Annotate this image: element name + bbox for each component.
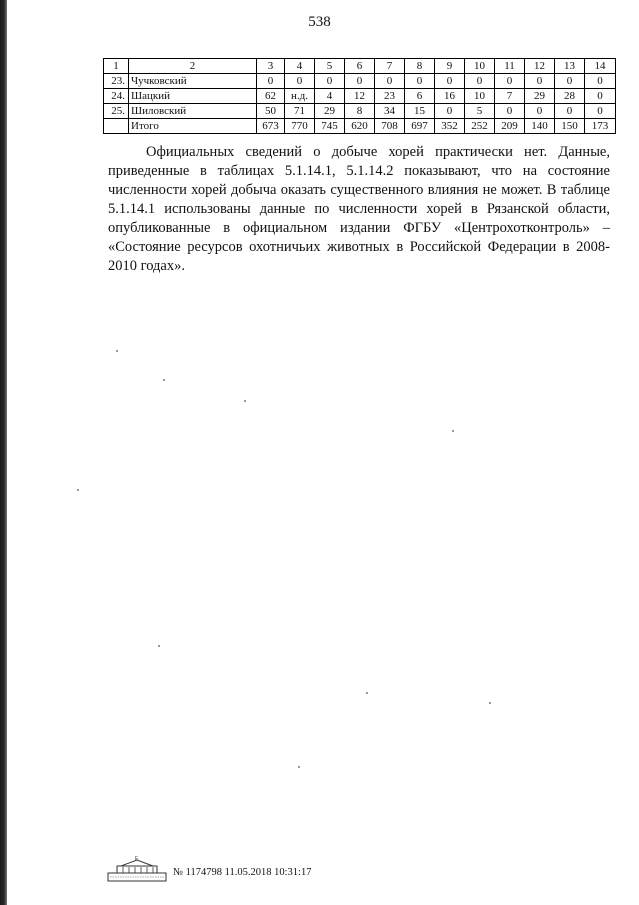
district-name-cell: 2 — [129, 59, 257, 74]
value-cell: 0 — [435, 104, 465, 119]
value-cell: 3 — [257, 59, 285, 74]
value-cell: 0 — [525, 74, 555, 89]
district-name-cell: Итого — [129, 119, 257, 134]
value-cell: 0 — [405, 74, 435, 89]
svg-text:E: E — [135, 856, 139, 862]
value-cell: 352 — [435, 119, 465, 134]
value-cell: 7 — [495, 89, 525, 104]
table-body — [104, 59, 616, 134]
value-cell: 6 — [345, 59, 375, 74]
scan-speck — [298, 766, 300, 768]
value-cell: 0 — [555, 104, 585, 119]
value-cell: 71 — [285, 104, 315, 119]
value-cell: 0 — [585, 74, 616, 89]
table-row — [104, 119, 616, 134]
body-paragraph: Официальных сведений о добыче хорей практически нет. Данные, приведенные в таблицах 5.1.14.1, 5.1.14.2 показывают, что на состояние численности хорей добыча оказать существенного влияния не может. В таблице 5.1.14.1 использованы данные по численности хорей в Рязанской области, опубликованные в официальном издании ФГБУ «Центрохотконтроль» – «Состояние ресурсов охотничьих животных в Российской Федерации в 2008-2010 годах». — [108, 144, 610, 274]
data-table — [103, 58, 616, 134]
value-cell: 150 — [555, 119, 585, 134]
value-cell: 11 — [495, 59, 525, 74]
scan-speck — [244, 400, 246, 402]
scan-speck — [77, 489, 79, 491]
value-cell: 50 — [257, 104, 285, 119]
value-cell: 6 — [405, 89, 435, 104]
value-cell: 23 — [375, 89, 405, 104]
scan-speck — [452, 430, 454, 432]
value-cell: 0 — [465, 74, 495, 89]
district-name-cell: Чучковский — [129, 74, 257, 89]
row-number-cell — [104, 119, 129, 134]
value-cell: 16 — [435, 89, 465, 104]
value-cell: 13 — [555, 59, 585, 74]
district-name-cell: Шацкий — [129, 89, 257, 104]
value-cell: 745 — [315, 119, 345, 134]
value-cell: 5 — [465, 104, 495, 119]
value-cell: 10 — [465, 59, 495, 74]
value-cell: 0 — [435, 74, 465, 89]
value-cell: 12 — [345, 89, 375, 104]
value-cell: 8 — [405, 59, 435, 74]
value-cell: 0 — [585, 104, 616, 119]
table-row — [104, 89, 616, 104]
document-timestamp: 11.05.2018 10:31:17 — [224, 867, 312, 878]
value-cell: 8 — [345, 104, 375, 119]
value-cell: 673 — [257, 119, 285, 134]
row-number-cell: 23. — [104, 74, 129, 89]
document-id: № 1174798 — [173, 867, 223, 878]
value-cell: 29 — [315, 104, 345, 119]
value-cell: 252 — [465, 119, 495, 134]
value-cell: 15 — [405, 104, 435, 119]
value-cell: 34 — [375, 104, 405, 119]
value-cell: 0 — [345, 74, 375, 89]
value-cell: 209 — [495, 119, 525, 134]
value-cell: 0 — [495, 104, 525, 119]
value-cell: 5 — [315, 59, 345, 74]
value-cell: 14 — [585, 59, 616, 74]
footer-document-stamp — [173, 867, 311, 878]
value-cell: 9 — [435, 59, 465, 74]
table-row — [104, 74, 616, 89]
value-cell: 0 — [285, 74, 315, 89]
value-cell: 140 — [525, 119, 555, 134]
row-number-cell: 1 — [104, 59, 129, 74]
value-cell: 7 — [375, 59, 405, 74]
value-cell: 620 — [345, 119, 375, 134]
footer — [107, 855, 367, 885]
scan-speck — [116, 350, 118, 352]
value-cell: 4 — [315, 89, 345, 104]
value-cell: н.д. — [285, 89, 315, 104]
value-cell: 10 — [465, 89, 495, 104]
value-cell: 0 — [495, 74, 525, 89]
value-cell: 0 — [257, 74, 285, 89]
scan-edge — [0, 0, 7, 905]
value-cell: 697 — [405, 119, 435, 134]
district-name-cell: Шиловский — [129, 104, 257, 119]
value-cell: 173 — [585, 119, 616, 134]
row-number-cell: 25. — [104, 104, 129, 119]
scan-speck — [489, 702, 491, 704]
scan-speck — [158, 645, 160, 647]
electronic-document-stamp-icon — [107, 855, 167, 883]
value-cell: 0 — [315, 74, 345, 89]
value-cell: 770 — [285, 119, 315, 134]
value-cell: 0 — [525, 104, 555, 119]
row-number-cell: 24. — [104, 89, 129, 104]
value-cell: 12 — [525, 59, 555, 74]
scan-speck — [163, 379, 165, 381]
value-cell: 708 — [375, 119, 405, 134]
table-row — [104, 104, 616, 119]
value-cell: 4 — [285, 59, 315, 74]
value-cell: 28 — [555, 89, 585, 104]
value-cell: 0 — [555, 74, 585, 89]
value-cell: 0 — [585, 89, 616, 104]
page-number: 538 — [308, 14, 331, 30]
value-cell: 62 — [257, 89, 285, 104]
table-header-row — [104, 59, 616, 74]
value-cell: 0 — [375, 74, 405, 89]
scan-speck — [366, 692, 368, 694]
value-cell: 29 — [525, 89, 555, 104]
